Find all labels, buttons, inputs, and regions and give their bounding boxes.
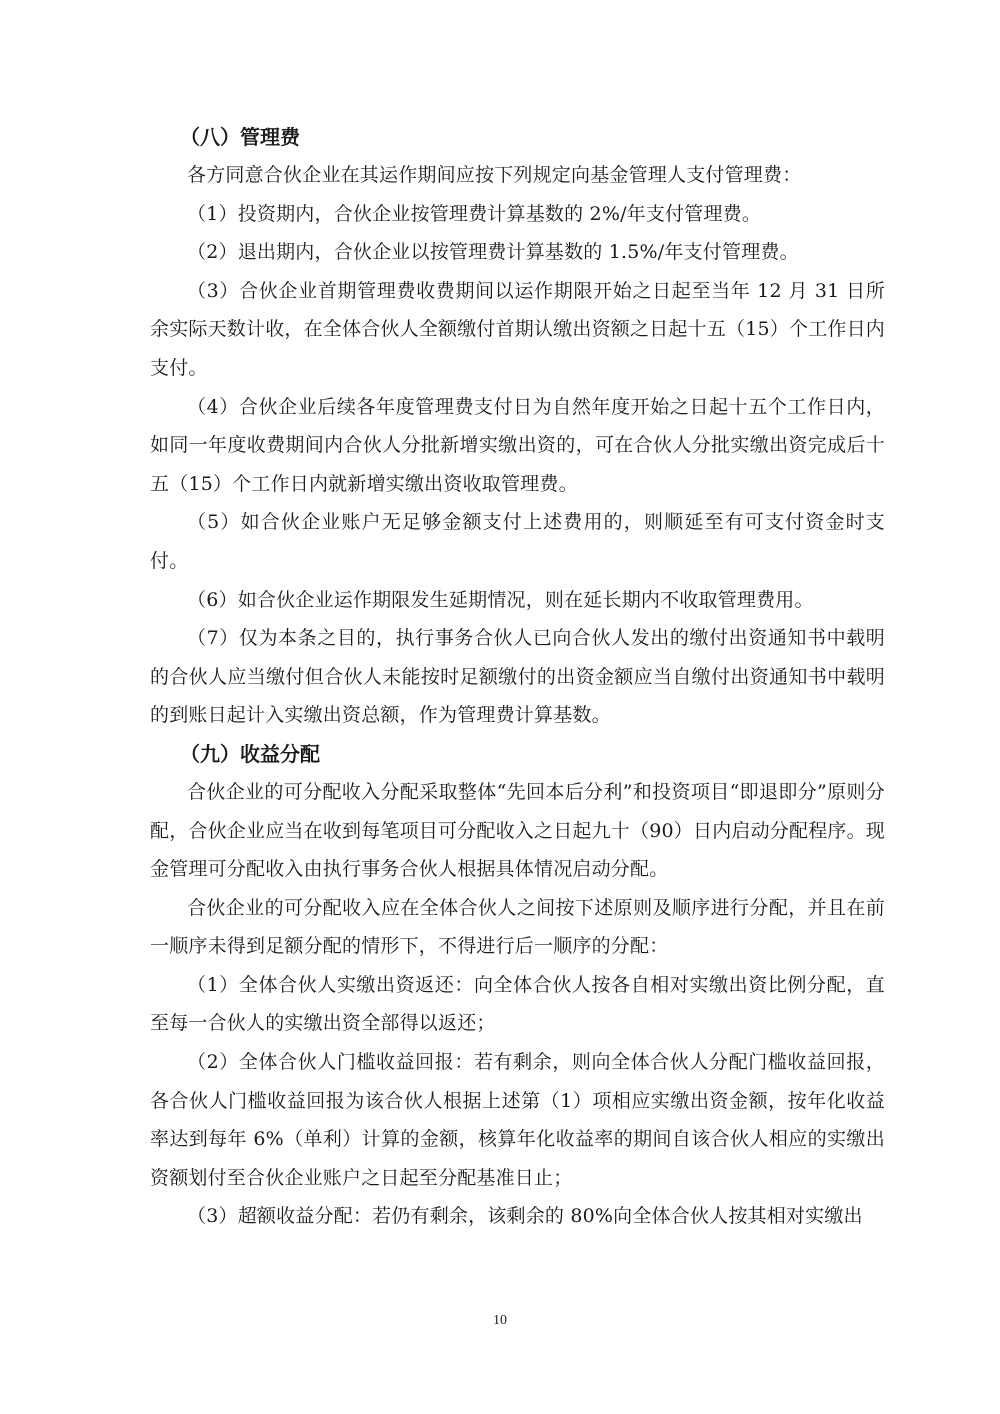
- paragraph: （5）如合伙企业账户无足够金额支付上述费用的，则顺延至有可支付资金时支付。: [150, 511, 885, 572]
- document-body: [150, 118, 885, 1236]
- paragraph: （2）退出期内，合伙企业以按管理费计算基数的 1.5%/年支付管理费。: [187, 241, 799, 264]
- paragraph: （6）如合伙企业运作期限发生延期情况，则在延长期内不收取管理费用。: [187, 588, 814, 611]
- paragraph: （2）全体合伙人门槛收益回报：若有剩余，则向全体合伙人分配门槛收益回报，各合伙人门槛收益回报为该合伙人根据上述第（1）项相应实缴出资金额，按年化收益率达到每年 6%（单利）计算的金额，核算年化收益率的期间自该合伙人相应的实缴出资额划付至合伙企业账户之日起至分配基准日止；: [150, 1051, 885, 1189]
- paragraph: 各方同意合伙企业在其运作期间应按下列规定向基金管理人支付管理费：: [187, 164, 802, 186]
- section-heading-profit-distribution: （九）收益分配: [180, 741, 320, 766]
- paragraph: （1）投资期内，合伙企业按管理费计算基数的 2%/年支付管理费。: [187, 202, 762, 225]
- paragraph: （3）超额收益分配：若仍有剩余，该剩余的 80%向全体合伙人按其相对实缴出: [187, 1205, 863, 1228]
- section-profit-distribution: [150, 735, 885, 1236]
- page-number: 10: [493, 1313, 507, 1328]
- section-management-fee: [150, 118, 885, 735]
- paragraph: 合伙企业的可分配收入应在全体合伙人之间按下述原则及顺序进行分配，并且在前一顺序未得到足额分配的情形下，不得进行后一顺序的分配：: [150, 896, 885, 958]
- section-heading-management-fee: （八）管理费: [180, 125, 300, 149]
- paragraph: （1）全体合伙人实缴出资返还：向全体合伙人按各自相对实缴出资比例分配，直至每一合伙人的实缴出资全部得以返还；: [150, 973, 885, 1035]
- paragraph: （7）仅为本条之目的，执行事务合伙人已向合伙人发出的缴付出资通知书中载明的合伙人应当缴付但合伙人未能按时足额缴付的出资金额应当自缴付出资通知书中载明的到账日起计入实缴出资总额，作为管理费计算基数。: [150, 627, 885, 727]
- paragraph: （3）合伙企业首期管理费收费期间以运作期限开始之日起至当年 12 月 31 日所余实际天数计收，在全体合伙人全额缴付首期认缴出资额之日起十五（15）个工作日内支付。: [150, 279, 885, 379]
- paragraph: 合伙企业的可分配收入分配采取整体“先回本后分利”和投资项目“即退即分”原则分配，合伙企业应当在收到每笔项目可分配收入之日起九十（90）日内启动分配程序。现金管理可分配收入由执行事务合伙人根据具体情况启动分配。: [150, 780, 885, 881]
- paragraph: （4）合伙企业后续各年度管理费支付日为自然年度开始之日起十五个工作日内，如同一年度收费期间内合伙人分批新增实缴出资的，可在合伙人分批实缴出资完成后十五（15）个工作日内就新增实缴出资收取管理费。: [150, 395, 885, 495]
